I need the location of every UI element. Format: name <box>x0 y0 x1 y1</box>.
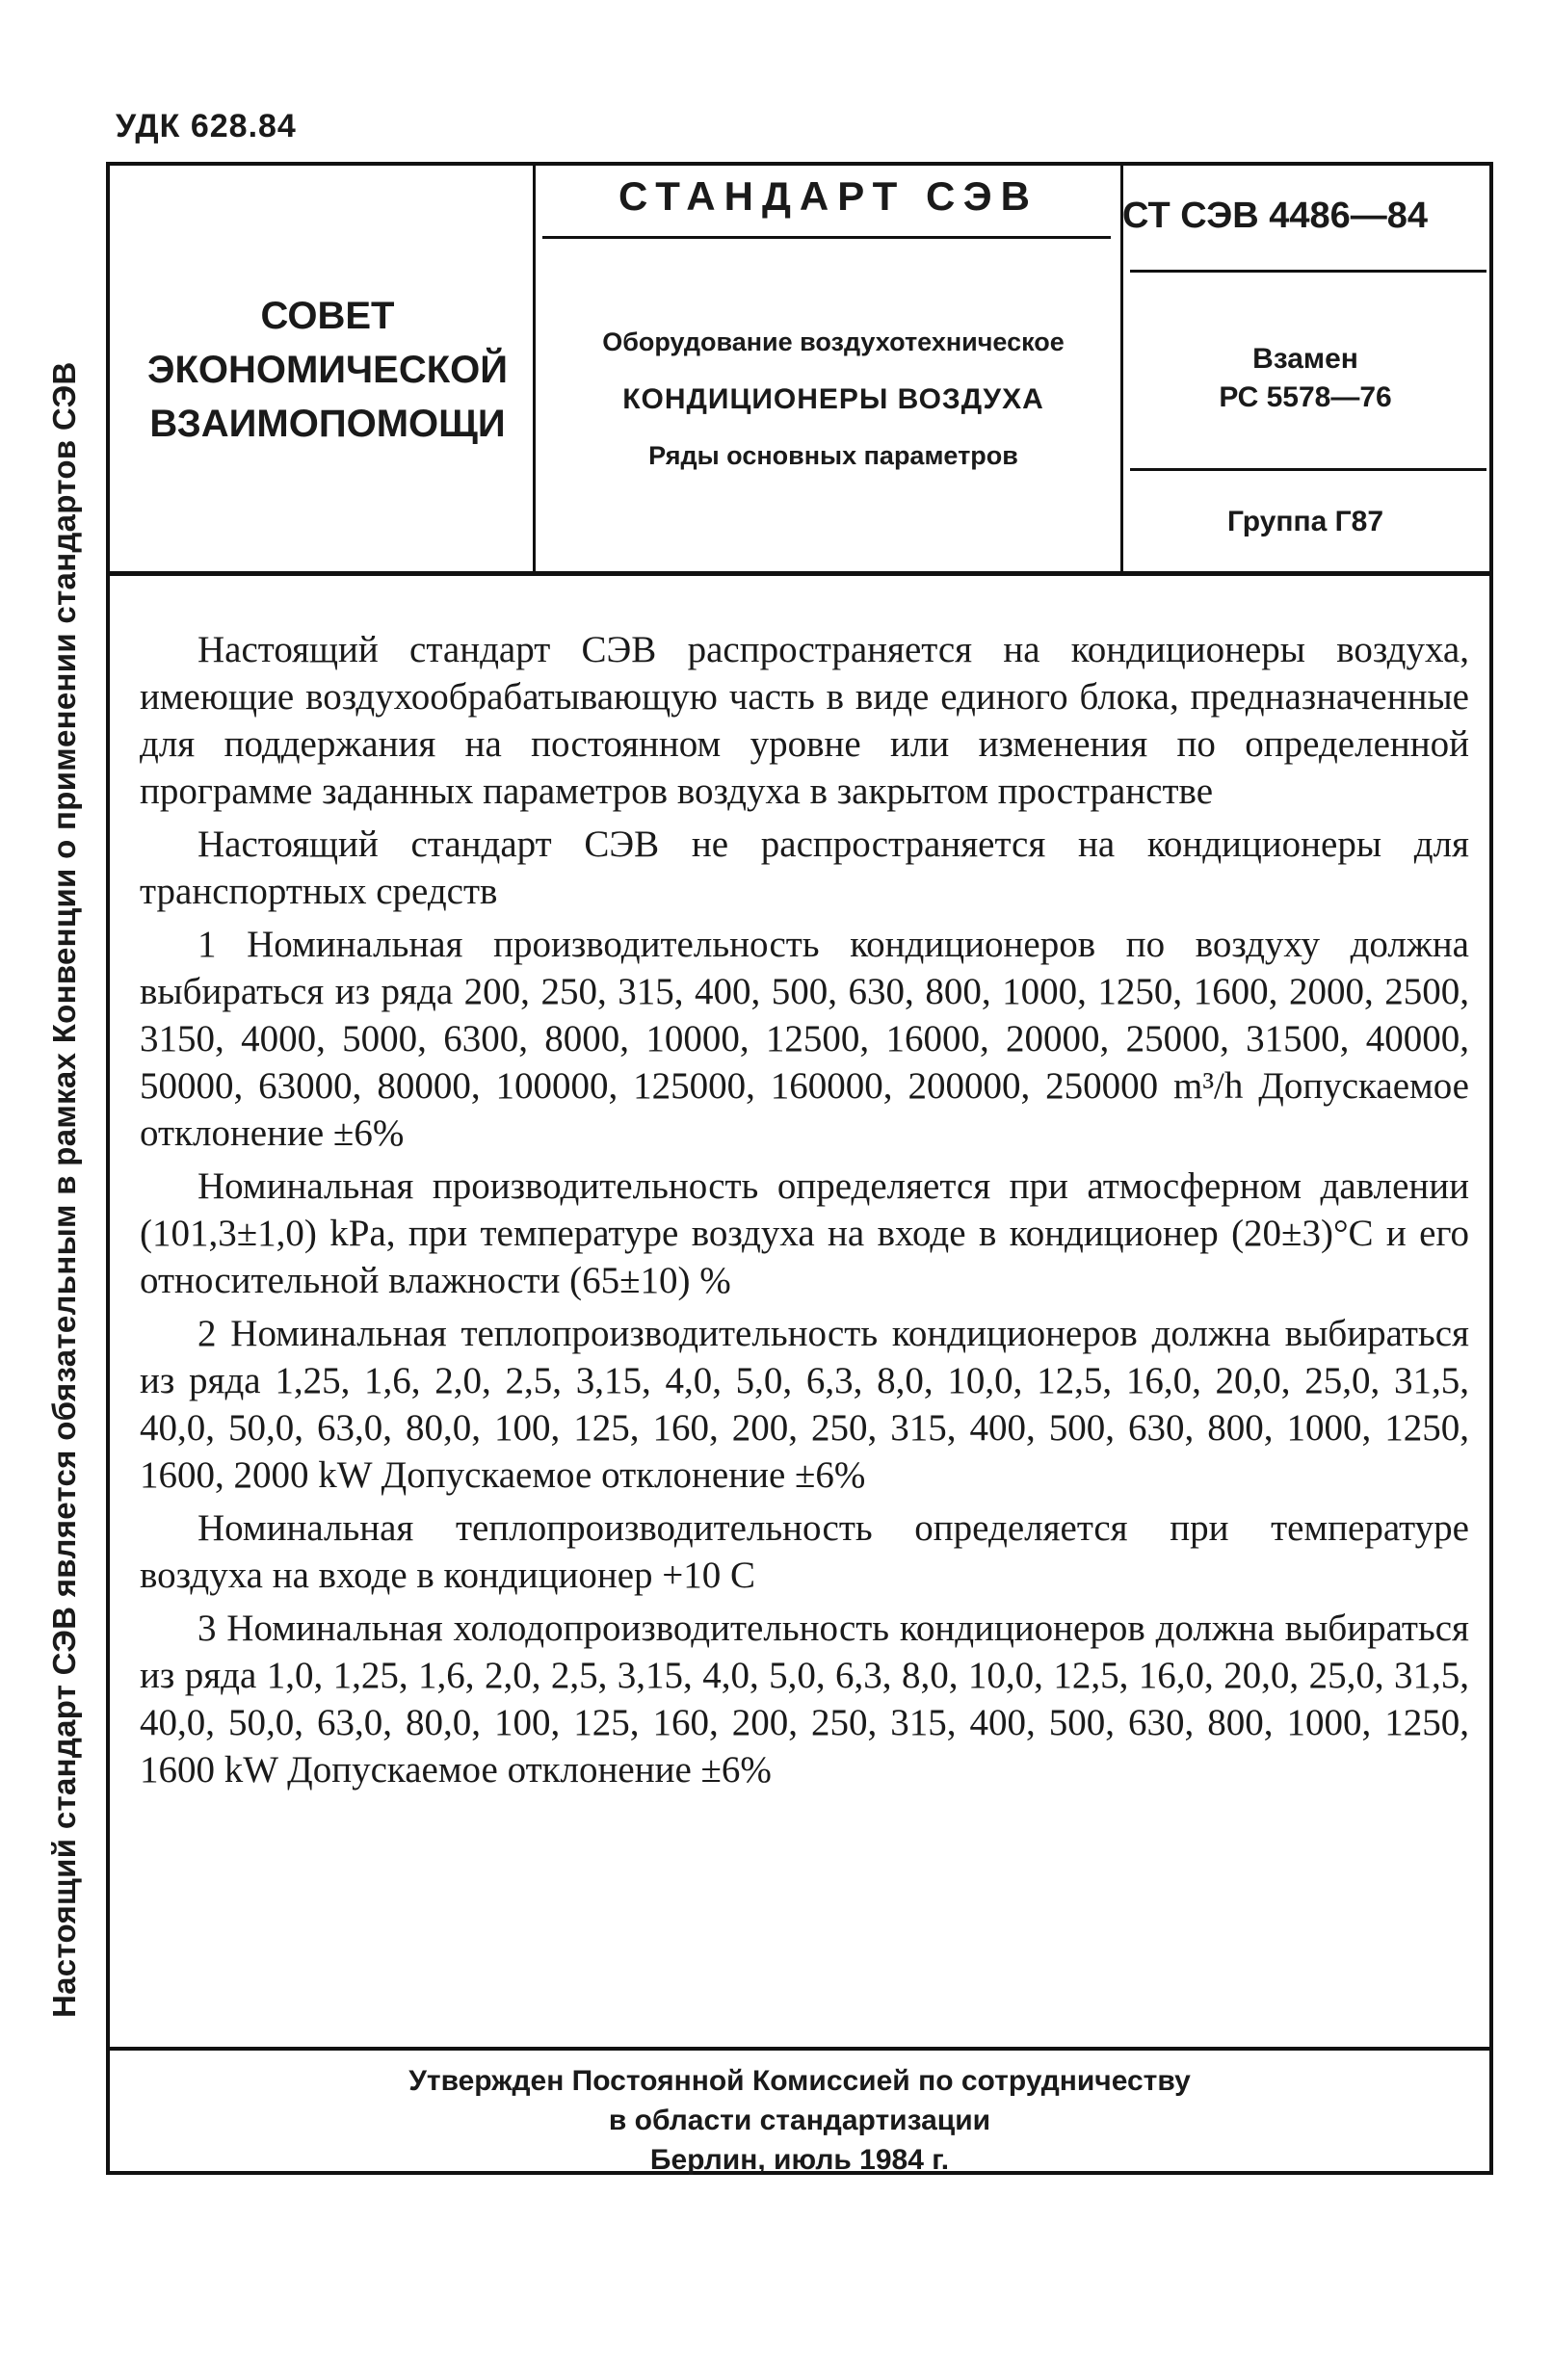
frame-left-rule <box>106 162 110 2175</box>
body-text <box>140 626 1469 1799</box>
footer-top-rule <box>106 2047 1493 2051</box>
approval-line-3: Берлин, июль 1984 г. <box>649 2144 950 2176</box>
council-line-3: ВЗАИМОПОМОЩИ <box>149 403 506 445</box>
replaces-code: РС 5578—76 <box>1219 381 1392 413</box>
paragraph-clause-3: 3 Номинальная холодопроизводительность кондиционеров должна выбираться из ряда 1,0, 1,25, 1,6, 2,0, 2,5, 3,15, 4,0, 5,0, 6,3, 8,0, 10,0, 12,5, 16,0, 20,0, 25,0, 31,5, 40,0, 50,0, 63,0, 80,0, 100, 125, 160, 200, 250, 315, 400, 500, 630, 800, 1000, 1250, 1600 kW Допускаемое отклонение ±6% <box>140 1608 1469 1791</box>
standard-product: КОНДИЦИОНЕРЫ ВОЗДУХА <box>622 383 1044 415</box>
header-top-rule <box>106 162 1493 166</box>
title-underline <box>542 236 1111 239</box>
udk-code: УДК 628.84 <box>116 108 297 144</box>
paragraph-clause-1: 1 Номинальная производительность кондиционеров по воздуху должна выбираться из ряда 200, 250, 315, 400, 500, 630, 800, 1000, 1250, 1600, 2000, 2500, 3150, 4000, 5000, 6300, 8000, 10000, 12500, 16000, 20000, 25000, 31500, 40000, 50000, 63000, 80000, 100000, 125000, 160000, 200000, 250000 m³/h Допускаемое отклонение ±6% <box>140 924 1469 1154</box>
header-divider-1 <box>533 162 536 571</box>
side-note: Настоящий стандарт СЭВ является обязательным в рамках Конвенции о применении стандартов СЭВ <box>46 361 82 2018</box>
paragraph-scope: Настоящий стандарт СЭВ распространяется на кондиционеры воздуха, имеющие воздухообрабатывающую часть в виде единого блока, предназначенные для поддержания на постоянном уровне или изменения по определенной программе заданных параметров воздуха в закрытом пространстве <box>140 629 1469 812</box>
header-bottom-rule <box>106 571 1493 576</box>
standard-subject: Оборудование воздухотехническое <box>602 327 1065 356</box>
replaces-underline <box>1130 468 1486 471</box>
council-line-2: ЭКОНОМИЧЕСКОЙ <box>146 349 508 391</box>
replaces-block <box>1127 340 1484 417</box>
standard-code: СТ СЭВ 4486—84 <box>1122 196 1429 236</box>
group-code: Группа Г87 <box>1226 506 1384 537</box>
paragraph-clause-1-conditions: Номинальная производительность определяется при атмосферном давлении (101,3±1,0) kPa, при температуре воздуха на входе в кондиционер (20±3)°С и его относительной влажности (65±10) % <box>140 1165 1469 1301</box>
paragraph-exclusion: Настоящий стандарт СЭВ не распространяется на кондиционеры для транспортных средств <box>140 824 1469 912</box>
approval-line-1: Утвержден Постоянной Комиссией по сотрудничеству <box>408 2065 1191 2097</box>
code-underline <box>1130 270 1486 273</box>
council-name <box>125 289 530 451</box>
approval-note <box>106 2061 1493 2180</box>
standard-title: СТАНДАРТ СЭВ <box>618 173 1039 219</box>
approval-line-2: в области стандартизации <box>608 2105 991 2136</box>
replaces-label: Взамен <box>1252 343 1358 375</box>
standard-topic: Ряды основных параметров <box>648 441 1018 470</box>
paragraph-clause-2: 2 Номинальная теплопроизводительность кондиционеров должна выбираться из ряда 1,25, 1,6, 2,0, 2,5, 3,15, 4,0, 5,0, 6,3, 8,0, 10,0, 12,5, 16,0, 20,0, 25,0, 31,5, 40,0, 50,0, 63,0, 80,0, 100, 125, 160, 200, 250, 315, 400, 500, 630, 800, 1000, 1250, 1600, 2000 kW Допускаемое отклонение ±6% <box>140 1313 1469 1496</box>
paragraph-clause-2-conditions: Номинальная теплопроизводительность определяется при температуре воздуха на входе в кондиционер +10 С <box>140 1507 1469 1596</box>
frame-right-rule <box>1489 162 1493 2175</box>
council-line-1: СОВЕТ <box>260 295 395 337</box>
